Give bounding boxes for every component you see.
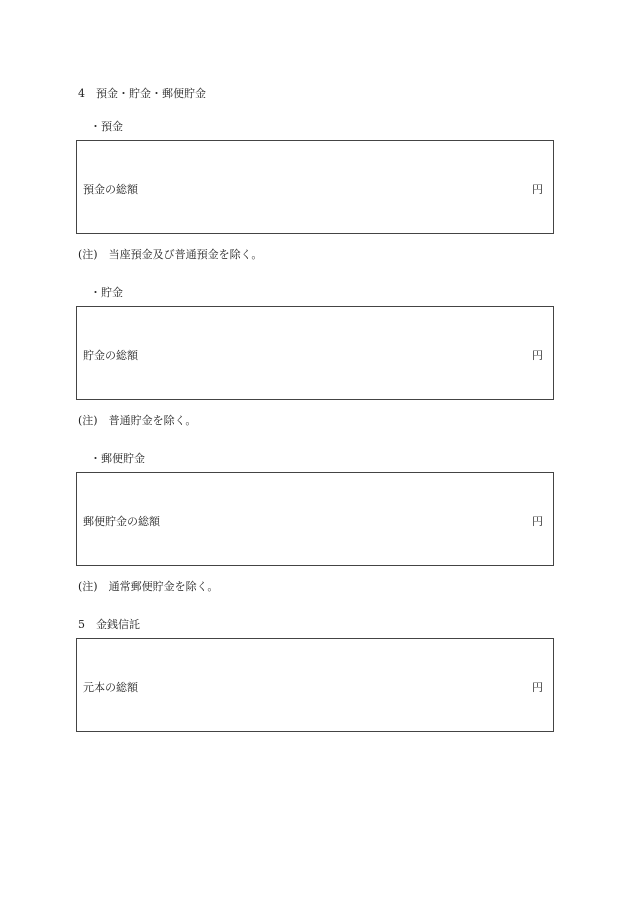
deposit-note: (注) 当座預金及び普通預金を除く。 — [78, 248, 263, 261]
postal-savings-subtitle: ・郵便貯金 — [90, 452, 145, 465]
deposit-total-box[interactable] — [76, 140, 554, 234]
trust-yen-unit: 円 — [532, 681, 543, 694]
trust-principal-box[interactable] — [76, 638, 554, 732]
postal-savings-yen-unit: 円 — [532, 515, 543, 528]
deposit-subtitle: ・預金 — [90, 120, 123, 133]
section-5-title: 5 金銭信託 — [78, 618, 140, 631]
section-4-title: 4 預金・貯金・郵便貯金 — [78, 87, 206, 100]
postal-savings-total-box[interactable] — [76, 472, 554, 566]
savings-note: (注) 普通貯金を除く。 — [78, 414, 197, 427]
savings-subtitle: ・貯金 — [90, 286, 123, 299]
savings-yen-unit: 円 — [532, 349, 543, 362]
postal-savings-note: (注) 通常郵便貯金を除く。 — [78, 580, 219, 593]
deposit-yen-unit: 円 — [532, 183, 543, 196]
savings-total-box[interactable] — [76, 306, 554, 400]
trust-principal-label: 元本の総額 — [83, 681, 138, 694]
postal-savings-total-label: 郵便貯金の総額 — [83, 515, 160, 528]
deposit-total-label: 預金の総額 — [83, 183, 138, 196]
savings-total-label: 貯金の総額 — [83, 349, 138, 362]
